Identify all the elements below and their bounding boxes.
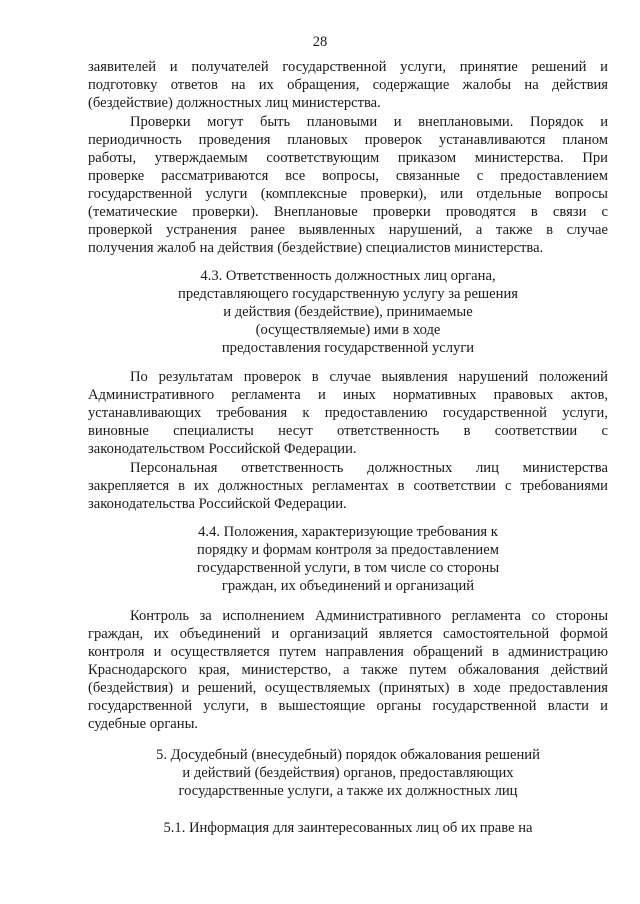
paragraph-line: законодательством Российской Федерации.: [88, 441, 357, 457]
paragraph-line: проверке рассматриваются все вопросы, связанные с предоставлением: [88, 168, 608, 184]
paragraph-line: работы, утверждаемым соответствующим приказом министерства. При: [88, 150, 608, 166]
chapter-heading-line: 5. Досудебный (внесудебный) порядок обжалования решений: [156, 747, 540, 763]
section-heading-line: предоставления государственной услуги: [221, 340, 475, 356]
paragraph-line: периодичность проведения плановых проверок устанавливаются планом: [88, 132, 608, 148]
paragraph-line: получения жалоб на действия (бездействие) специалистов министерства.: [88, 240, 544, 256]
paragraph-line: проверкой устранения ранее выявленных нарушений, а также в случае: [88, 222, 608, 238]
section-heading-line: и действия (бездействие), принимаемые: [223, 304, 473, 320]
section-heading-line: 4.4. Положения, характеризующие требования к: [198, 524, 498, 540]
paragraph-line: подготовку ответов на их обращения, содержащие жалобы на действия: [88, 77, 608, 93]
paragraph-line: Персональная ответственность должностных лиц министерства: [130, 460, 608, 476]
section-heading-line: (осуществляемые) ими в ходе: [255, 322, 441, 338]
paragraph-line: По результатам проверок в случае выявления нарушений положений: [130, 369, 608, 385]
paragraph-line: государственной услуги (комплексные проверки), или отдельные вопросы: [88, 186, 608, 202]
paragraph-line: государственной услуги, в вышестоящие органы государственной власти и: [88, 698, 608, 714]
paragraph-line: Проверки могут быть плановыми и внеплановыми. Порядок и: [130, 114, 608, 130]
paragraph-line: Контроль за исполнением Административного регламента со стороны: [130, 608, 608, 624]
section-heading-line: 4.3. Ответственность должностных лиц органа,: [200, 268, 496, 284]
paragraph-line: виновные специалисты несут ответственность в соответствии с: [88, 423, 608, 439]
paragraph-line: законодательства Российской Федерации.: [88, 496, 347, 512]
paragraph-line: Административного регламента и иных нормативных правовых актов,: [88, 387, 608, 403]
paragraph-line: (тематические проверки). Внеплановые проверки проводятся в связи с: [88, 204, 608, 220]
paragraph-line: Краснодарского края, министерство, а также путем обжалования действий: [88, 662, 608, 678]
paragraph-line: заявителей и получателей государственной услуги, принятие решений и: [88, 59, 608, 75]
paragraph-line: (бездействие) должностных лиц министерства.: [88, 95, 381, 111]
section-heading-line: порядку и формам контроля за предоставлением: [197, 542, 499, 558]
section-heading-line: представляющего государственную услугу за решения: [178, 286, 518, 302]
paragraph-line: судебные органы.: [88, 716, 199, 732]
chapter-heading-line: государственные услуги, а также их должностных лиц: [178, 783, 518, 799]
chapter-heading-line: и действий (бездействия) органов, предоставляющих: [182, 765, 514, 781]
section-heading-line: государственной услуги, в том числе со стороны: [196, 560, 500, 576]
paragraph-line: граждан, их объединений и организаций является самостоятельной формой: [88, 626, 608, 642]
section-heading-line: граждан, их объединений и организаций: [221, 578, 475, 594]
paragraph-line: контроля и осуществляется путем направления обращений в администрацию: [88, 644, 608, 660]
paragraph-line: (бездействия) и решений, осуществляемых (принятых) в ходе предоставления: [88, 680, 608, 696]
section-heading-line: 5.1. Информация для заинтересованных лиц об их праве на: [163, 820, 533, 836]
paragraph-line: устанавливающих требования к предоставлению государственной услуги,: [88, 405, 608, 421]
paragraph-line: закрепляется в их должностных регламентах в соответствии с требованиями: [88, 478, 608, 494]
page-number: 28: [312, 34, 328, 50]
